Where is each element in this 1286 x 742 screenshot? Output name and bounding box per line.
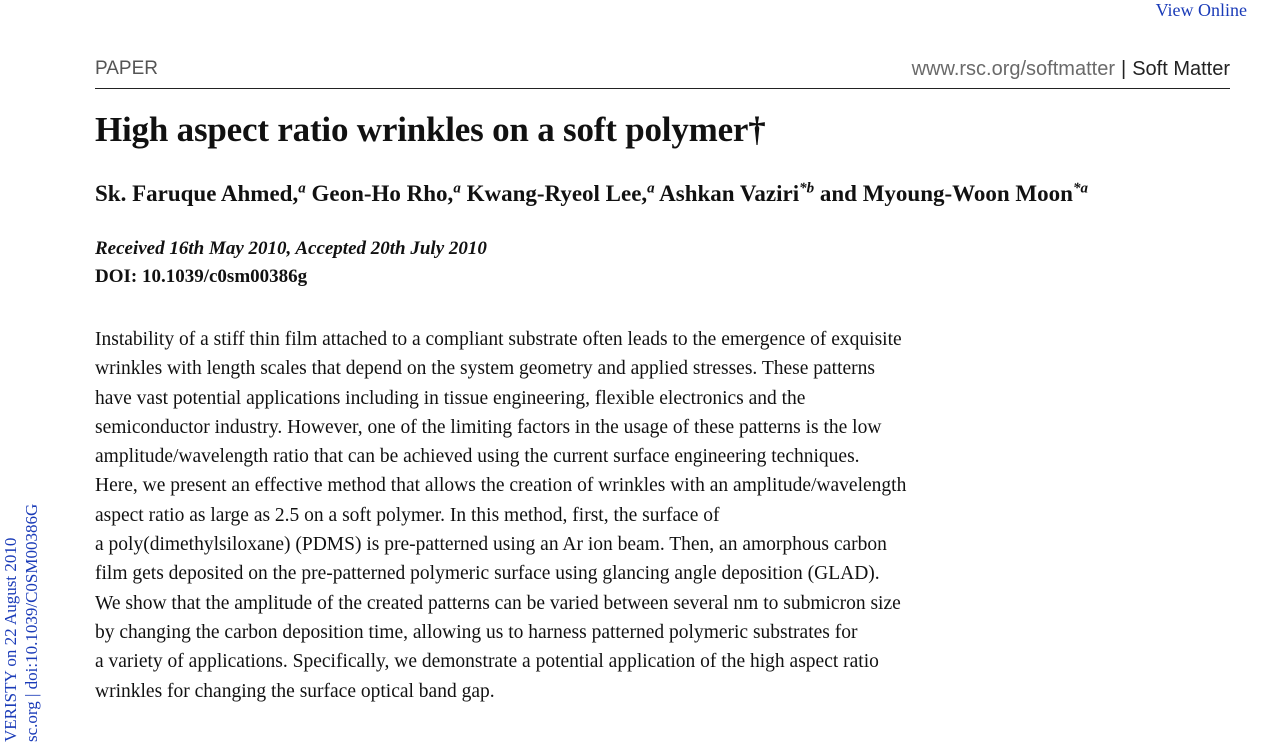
watermark-line: VERISTY on 22 August 2010 xyxy=(1,537,20,742)
author-name: Geon-Ho Rho, xyxy=(311,181,454,206)
download-watermark xyxy=(0,442,42,742)
author-affiliation: *a xyxy=(1072,180,1088,197)
journal-name: Soft Matter xyxy=(1132,58,1230,80)
abstract-line: Instability of a stiff thin film attached to a compliant substrate often leads to the emergence of exquisite xyxy=(95,329,902,350)
abstract-line: Here, we present an effective method that allows the creation of wrinkles with an amplitude/wavelength xyxy=(95,475,907,497)
abstract-line: semiconductor industry. However, one of the limiting factors in the usage of these patterns is the low xyxy=(95,416,882,438)
journal-info xyxy=(912,58,1230,81)
author-affiliation: a xyxy=(298,180,306,197)
abstract-line: wrinkles with length scales that depend on the system geometry and applied stresses. These patterns xyxy=(95,358,875,380)
abstract-line: by changing the carbon deposition time, allowing us to harness patterned polymeric substrates for xyxy=(95,621,858,643)
abstract-line: have vast potential applications including in tissue engineering, flexible electronics and the xyxy=(95,387,806,409)
abstract-line: amplitude/wavelength ratio that can be achieved using the current surface engineering techniques. xyxy=(95,446,860,468)
abstract-line: film gets deposited on the pre-patterned polymeric surface using glancing angle deposition (GLAD). xyxy=(95,563,880,585)
author-affiliation: a xyxy=(453,180,461,197)
abstract-line: a poly(dimethylsiloxane) (PDMS) is pre-patterned using an Ar ion beam. Then, an amorphous carbon xyxy=(95,534,887,556)
author-name: and Myoung-Woon Moon xyxy=(819,181,1073,206)
paper-type-label: PAPER xyxy=(95,58,159,79)
header-separator: | xyxy=(1120,58,1127,80)
journal-header xyxy=(95,56,1230,89)
abstract-line: We show that the amplitude of the created patterns can be varied between several nm to submicron size xyxy=(95,592,901,614)
author-affiliation: *b xyxy=(799,180,815,197)
watermark-line: sc.org | doi:10.1039/C0SM00386G xyxy=(22,503,41,742)
author-list xyxy=(95,181,1088,207)
journal-url[interactable]: www.rsc.org/softmatter xyxy=(911,58,1115,80)
author-name: Ashkan Vaziri xyxy=(659,181,800,206)
received-dates: Received 16th May 2010, Accepted 20th July 2010 xyxy=(95,238,487,259)
abstract xyxy=(95,325,995,706)
author-name: Sk. Faruque Ahmed, xyxy=(95,181,299,206)
view-online-link[interactable]: View Online xyxy=(1155,0,1247,20)
author-affiliation: a xyxy=(647,180,655,197)
author-name: Kwang-Ryeol Lee, xyxy=(466,181,648,206)
abstract-line: aspect ratio as large as 2.5 on a soft polymer. In this method, first, the surface of xyxy=(95,504,720,526)
abstract-line: wrinkles for changing the surface optical band gap. xyxy=(95,680,495,702)
doi: DOI: 10.1039/c0sm00386g xyxy=(95,266,308,287)
abstract-line: a variety of applications. Specifically, we demonstrate a potential application of the high aspect ratio xyxy=(95,651,879,673)
article-title: High aspect ratio wrinkles on a soft polymer† xyxy=(95,110,766,149)
